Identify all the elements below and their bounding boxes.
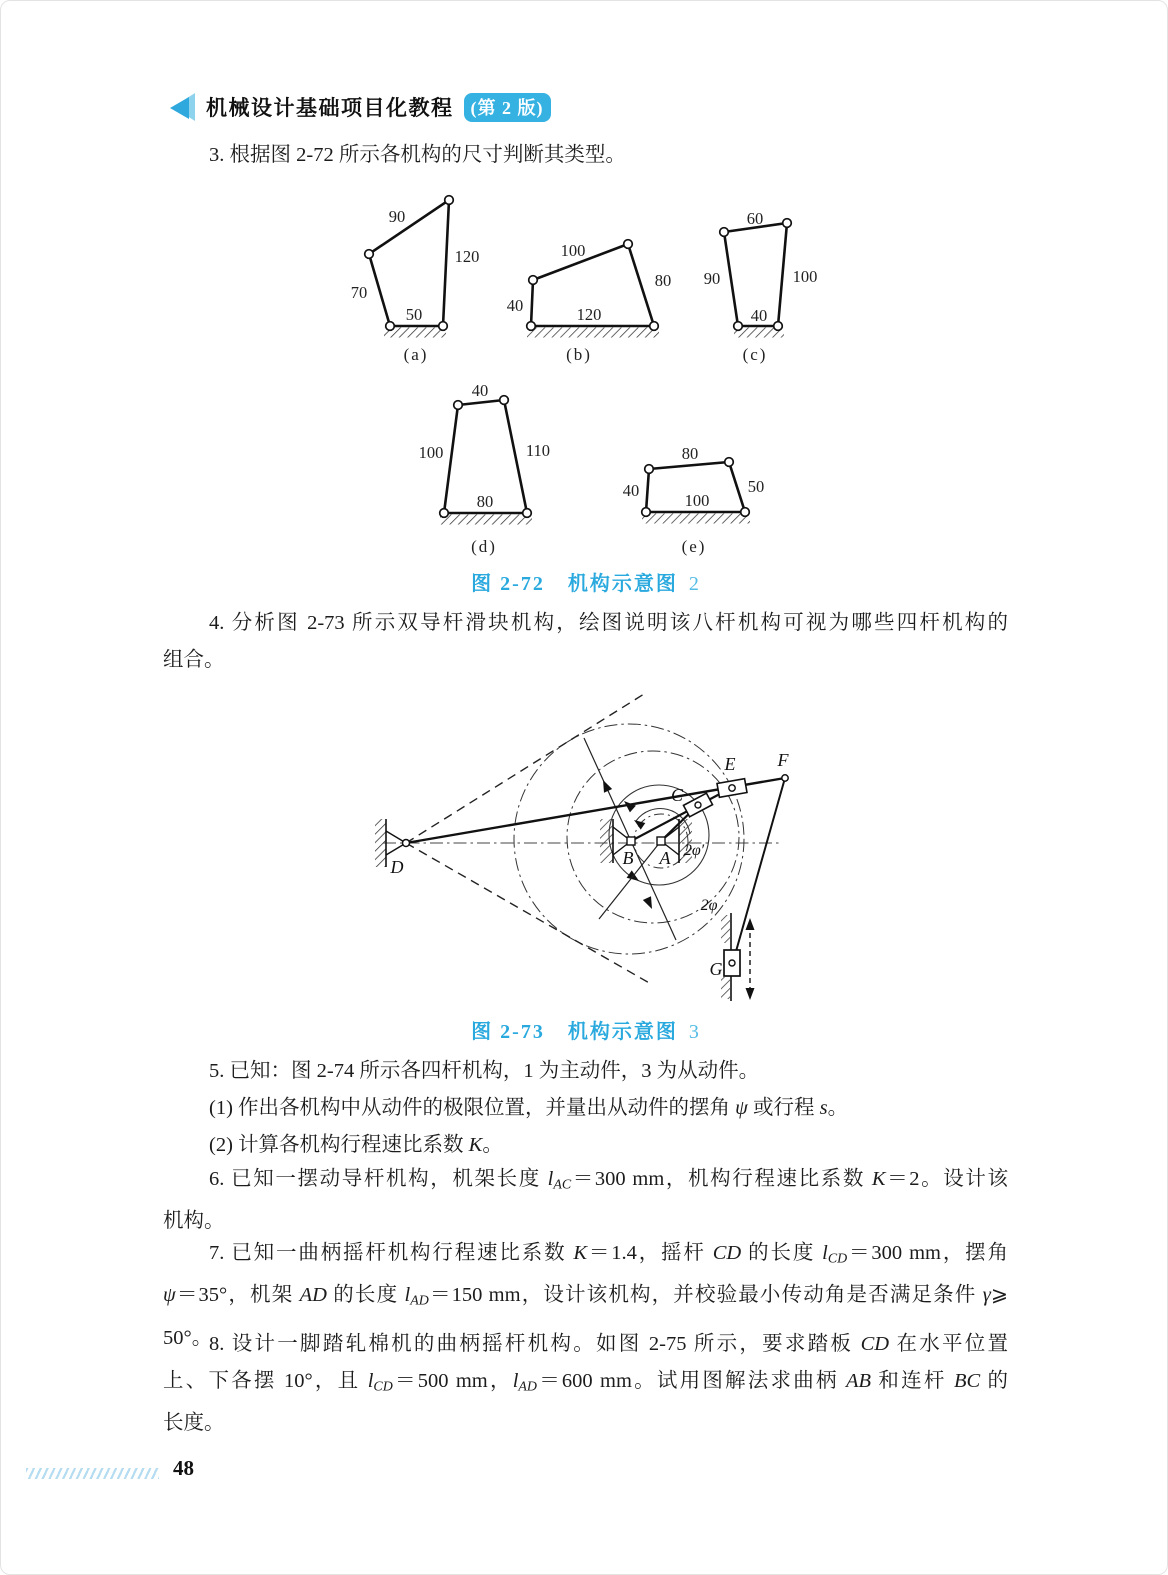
dimension-label: 70 [350, 283, 368, 302]
text-segment: ⩾ [990, 1284, 1009, 1307]
text-segment: 的 [980, 1370, 1009, 1392]
paragraph-problem-4 [163, 605, 1008, 679]
caption-number-label: 图 2-72 [471, 573, 545, 595]
text-line [163, 1090, 1008, 1127]
figure-2-73 [331, 691, 811, 1011]
dimension-label: 120 [576, 305, 602, 324]
text-segment: 3. 根据图 2-72 所示各机构的尺寸判断其类型。 [209, 144, 626, 166]
math-variable: AC [553, 1177, 572, 1193]
label-E: E [724, 754, 736, 774]
arrow-down [746, 988, 755, 1000]
ground-hatch [440, 515, 532, 525]
text-segment: 在水平位置 [889, 1333, 1009, 1355]
dimension-label: 100 [560, 241, 586, 260]
text-line [163, 1053, 1008, 1090]
slider-g [724, 950, 740, 976]
dimension-label: 50 [405, 305, 423, 324]
dimension-label: 40 [750, 306, 768, 325]
subfigure-label: (a) [403, 345, 429, 364]
caption-number-label: 图 2-73 [471, 1021, 545, 1043]
label-C: C [670, 785, 684, 805]
slider-g-assembly [721, 913, 755, 1001]
dimension-label: 60 [746, 209, 764, 228]
text-segment: ＝150 mm，设计该机构，并校验最小传动角是否满足条件 [428, 1284, 983, 1307]
caption-index: 3 [688, 1021, 699, 1043]
text-segment: 5. 已知：图 2-74 所示各四杆机构，1 为主动件，3 为从动件。 [209, 1060, 760, 1082]
math-variable: AD [410, 1293, 429, 1309]
dimension-label: 100 [792, 267, 818, 286]
text-segment: 4. 分析图 2-73 所示双导杆滑块机构，绘图说明该八杆机构可视为哪些四杆机构的 [209, 612, 1008, 634]
dimension-label: 90 [703, 269, 721, 288]
figure-2-72 [321, 186, 821, 561]
subfigure-label: (c) [742, 345, 768, 364]
math-variable: l [822, 1242, 828, 1264]
caption-index: 2 [688, 573, 699, 595]
dimension-label: 80 [681, 444, 699, 463]
math-variable: ψ [735, 1097, 748, 1119]
text-segment: 。 [482, 1134, 503, 1156]
book-title: 机械设计基础项目化教程 [206, 96, 454, 120]
text-segment: 。 [827, 1097, 849, 1119]
text-segment: 和连杆 [871, 1370, 954, 1392]
mechanism-c [704, 209, 818, 364]
text-line [163, 1161, 1008, 1203]
text-segment: ＝300 mm，机构行程速比系数 [571, 1168, 872, 1190]
math-variable: K [871, 1168, 886, 1190]
text-segment: (1) 作出各机构中从动件的极限位置，并量出从动件的摆角 [209, 1097, 736, 1119]
math-variable: l [404, 1284, 411, 1307]
caption-title: 机构示意图 [567, 1021, 678, 1043]
math-variable: AD [518, 1379, 537, 1395]
paragraph-problem-8 [163, 1326, 1008, 1442]
mechanism-d [419, 381, 550, 556]
footer-hatch-decoration [26, 1468, 159, 1479]
subfigure-label: (b) [566, 345, 592, 364]
text-line [163, 642, 1008, 679]
text-segment: 50°。 [163, 1326, 213, 1349]
dimension-label: 120 [454, 247, 480, 266]
math-variable: AD [299, 1284, 327, 1307]
limit-position-lines [406, 694, 651, 984]
text-line [163, 1127, 1008, 1164]
math-variable: l [547, 1168, 554, 1190]
text-line [163, 137, 1008, 174]
text-segment: 的长度 [326, 1284, 405, 1307]
dimension-label: 110 [525, 441, 551, 460]
label-A: A [659, 848, 671, 868]
page-footer [1, 1456, 1168, 1496]
text-line [163, 1277, 1008, 1319]
math-variable: γ [982, 1284, 991, 1307]
edition-badge: (第 2 版) [464, 93, 551, 122]
slider-c [683, 793, 712, 817]
paragraph-problem-5 [163, 1053, 1008, 1164]
dimension-label: 90 [388, 207, 406, 226]
paragraph-problem-3 [163, 137, 1008, 174]
link-FG [733, 778, 785, 962]
label-G: G [709, 959, 723, 979]
dimension-label: 80 [476, 492, 494, 511]
joint-f [782, 775, 788, 781]
text-segment: 7. 已知一曲柄摇杆机构行程速比系数 [209, 1242, 574, 1264]
ground-hatch [527, 328, 659, 338]
text-segment: 的长度 [741, 1242, 823, 1264]
math-variable: l [512, 1370, 519, 1392]
text-segment: 长度。 [163, 1412, 225, 1435]
figure-2-73-caption [1, 1015, 1168, 1044]
math-variable: BC [953, 1370, 981, 1392]
math-variable: K [573, 1242, 588, 1264]
dimension-label: 50 [747, 477, 765, 496]
text-line [163, 1363, 1008, 1405]
dimension-label: 100 [418, 443, 444, 462]
header-triangle-icon [169, 91, 196, 123]
mechanism-b [507, 240, 672, 364]
math-variable: K [468, 1134, 483, 1156]
paragraph-problem-6 [163, 1161, 1008, 1240]
dimension-label: 40 [506, 296, 524, 315]
text-segment: 8. 设计一脚踏轧棉机的曲柄摇杆机构。如图 2-75 所示，要求踏板 [209, 1333, 861, 1355]
text-segment: ＝600 mm。试用图解法求曲柄 [536, 1370, 847, 1392]
dimension-label: 80 [654, 271, 672, 290]
text-segment: ＝1.4，摇杆 [587, 1242, 713, 1264]
text-segment: 6. 已知一摆动导杆机构，机架长度 [209, 1168, 548, 1190]
dimension-label: 40 [622, 481, 640, 500]
math-variable: CD [373, 1379, 393, 1395]
text-line [163, 1326, 1008, 1363]
text-segment: 机构。 [163, 1210, 225, 1233]
page-number: 48 [173, 1456, 194, 1480]
label-2phi-prime: 2φ′ [683, 842, 705, 859]
text-segment: ＝35°，机架 [175, 1284, 300, 1307]
arrow-up [746, 918, 755, 930]
math-variable: CD [860, 1333, 890, 1355]
mechanism-a [351, 196, 480, 364]
math-variable: CD [712, 1242, 742, 1264]
math-variable: s [819, 1097, 828, 1119]
dimension-label: 40 [471, 381, 489, 400]
figure-2-72-caption [1, 567, 1168, 596]
math-variable: ψ [163, 1284, 176, 1307]
text-segment: (2) 计算各机构行程速比系数 [209, 1134, 469, 1156]
label-2phi: 2φ [700, 897, 718, 914]
math-variable: l [367, 1370, 374, 1392]
caption-title: 机构示意图 [567, 573, 678, 595]
slider-e [717, 779, 747, 798]
text-line [163, 1235, 1008, 1277]
text-segment: ＝300 mm，摆角 [847, 1242, 1009, 1264]
label-F: F [777, 750, 789, 770]
text-segment: 或行程 [747, 1097, 820, 1119]
page-header [169, 91, 551, 123]
ground-hatch [642, 514, 750, 524]
dimension-label: 100 [684, 491, 710, 510]
label-D: D [390, 857, 404, 877]
math-variable: AB [846, 1370, 872, 1392]
label-B: B [622, 848, 634, 868]
text-segment: ＝2。设计该 [885, 1168, 1009, 1190]
subfigure-label: (e) [681, 537, 707, 556]
text-line [163, 1405, 1008, 1442]
text-segment: 上、下各摆 10°，且 [163, 1370, 368, 1392]
text-segment: ＝500 mm， [392, 1370, 513, 1392]
text-segment: 组合。 [163, 649, 225, 671]
subfigure-label: (d) [471, 537, 497, 556]
mechanism-e [623, 444, 765, 556]
text-line [163, 605, 1008, 642]
math-variable: CD [827, 1251, 848, 1267]
